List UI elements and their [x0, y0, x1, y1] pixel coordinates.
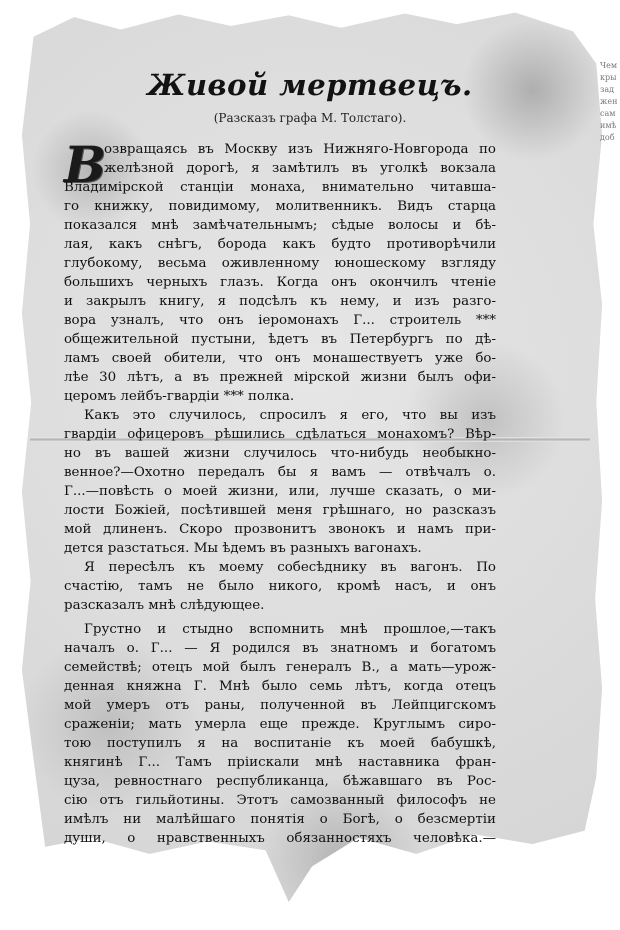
margin-fragment: Чем кры зад жен сам имѣ доб — [600, 61, 618, 142]
text-line: ламъ своей обители, что онъ монашествуетъ уже бо- — [64, 351, 496, 366]
text-line: счастію, тамъ не было никого, кромѣ насъ, и онъ — [64, 579, 496, 594]
text-line: вора узналъ, что онъ іеромонахъ Г... строитель *** — [64, 313, 496, 328]
text-line: началъ о. Г... — Я родился въ знатномъ и богатомъ — [64, 641, 496, 656]
text-line: но въ вашей жизни случилось что-нибудь необыкно- — [64, 446, 496, 461]
text-line: семействѣ; отецъ мой былъ генералъ В., а мать—урож- — [64, 660, 496, 675]
text-line: цуза, ревностнаго республиканца, бѣжавшаго въ Рос- — [64, 774, 496, 789]
text-line: дется разстаться. Мы ѣдемъ въ разныхъ вагонахъ. — [64, 541, 422, 556]
text-line: глубокому, весьма оживленному юношескому взгляду — [64, 256, 496, 271]
text-line: го книжку, повидимому, молитвенникъ. Видъ старца — [64, 199, 496, 214]
text-line: мой длиненъ. Скоро прозвонитъ звонокъ и намъ при- — [64, 522, 496, 537]
text-line: Г...—повѣсть о моей жизни, или, лучше сказать, о ми- — [64, 484, 496, 499]
text-line: показался мнѣ замѣчательнымъ; сѣдые волосы и бѣ- — [64, 218, 496, 233]
text-line: княгинѣ Г... Тамъ пріискали мнѣ наставника фран- — [64, 755, 496, 770]
text-line: лая, какъ снѣгъ, борода какъ будто противорѣчили — [64, 237, 496, 252]
text-line: венное?—Охотно передалъ бы я вамъ — отвѣчалъ о. — [64, 465, 496, 480]
text-line: лости Божіей, посѣтившей меня грѣшнаго, но разсказъ — [64, 503, 496, 518]
text-line: денная княжна Г. Мнѣ было семь лѣтъ, когда отецъ — [64, 679, 496, 694]
text-line: Владимірской станціи монаха, внимательно читавша- — [64, 180, 496, 195]
text-line: большихъ черныхъ глазъ. Когда онъ окончилъ чтеніе — [64, 275, 496, 290]
text-line: церомъ лейбъ-гвардіи *** полка. — [64, 389, 295, 404]
text-line: лѣе 30 лѣтъ, а въ прежней мірской жизни былъ офи- — [64, 370, 496, 385]
text-line: имѣлъ ни малѣйшаго понятія о Богѣ, о безсмертіи — [64, 812, 496, 827]
text-line: озвращаясь въ Москву изъ Нижняго-Новгорода по — [104, 142, 496, 157]
text-line: Какъ это случилось, спросилъ я его, что вы изъ — [84, 408, 496, 423]
text-line: сію отъ гильйотины. Этотъ самозванный философъ не — [64, 793, 496, 808]
text-line: общежительной пустыни, ѣдетъ въ Петербургъ по дѣ- — [64, 332, 496, 347]
text-line: гвардіи офицеровъ рѣшились сдѣлаться монахомъ? Вѣр- — [64, 427, 496, 442]
text-line: мой умеръ отъ раны, полученной въ Лейпцигскомъ — [64, 698, 496, 713]
page-title: Живой мертвецъ. — [147, 68, 473, 102]
drop-cap-letter: В — [63, 134, 107, 194]
text-line: Грустно и стыдно вспомнить мнѣ прошлое,—такъ — [84, 622, 496, 637]
text-line: тою поступилъ я на воспитаніе къ моей бабушкѣ, — [64, 736, 496, 751]
text-line: желѣзной дорогѣ, я замѣтилъ въ уголкѣ вокзала — [104, 161, 496, 176]
text-line: сраженіи; мать умерла еще прежде. Круглымъ сиро- — [64, 717, 496, 732]
page-subtitle: (Разсказъ графа М. Толстаго). — [213, 111, 407, 125]
text-line: Я пересѣлъ къ моему собесѣднику въ вагонъ. По — [84, 560, 496, 575]
text-line: и закрылъ книгу, я подсѣлъ къ нему, и изъ разго- — [64, 294, 496, 309]
text-line: души, о нравственныхъ обязанностяхъ человѣка.— — [64, 831, 496, 846]
text-line: разсказалъ мнѣ слѣдующее. — [64, 598, 265, 613]
